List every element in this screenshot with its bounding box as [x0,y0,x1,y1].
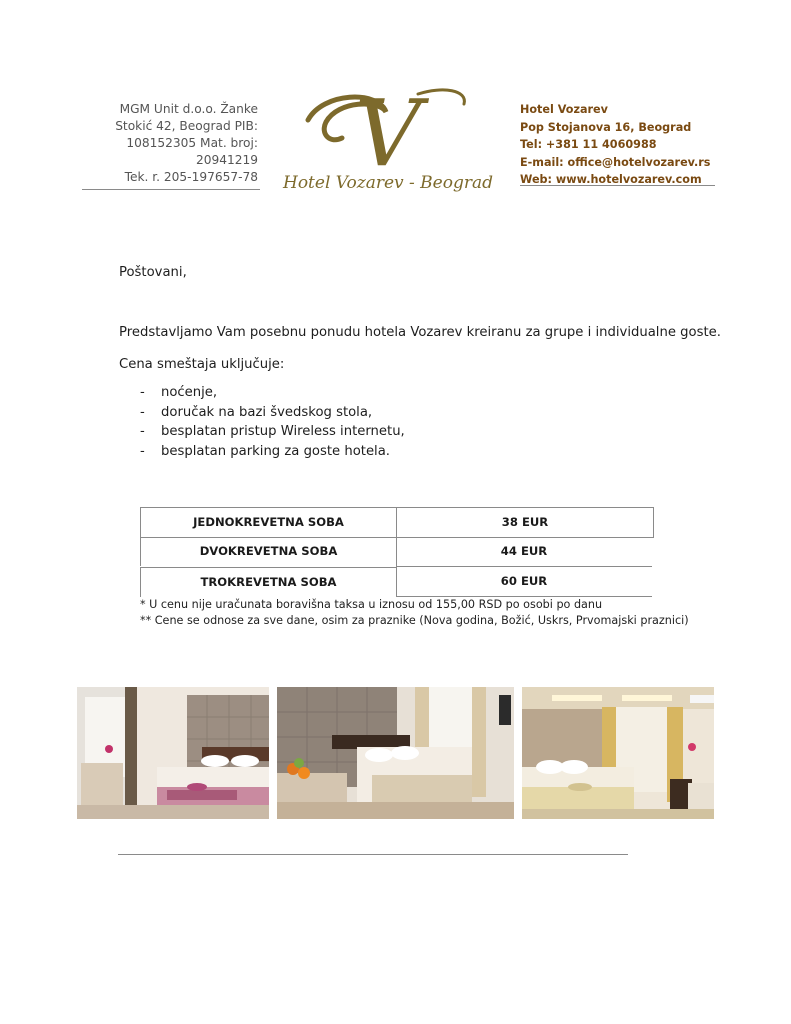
bullet-marker: - [140,443,145,459]
list-item [140,383,405,403]
room-photo-2 [277,687,514,819]
company-info [100,101,258,186]
greeting: Poštovani, [119,265,187,280]
bullet-marker: - [140,424,145,439]
intro-paragraph: Predstavljamo Vam posebnu ponudu hotela Vozarev kreiranu za grupe i individualne goste. [119,325,721,340]
contact-tel: Tel: +381 11 4060988 [520,138,657,151]
list-item-text: besplatan pristup Wireless internetu, [161,424,405,439]
room-type: DVOKREVETNA SOBA [140,537,397,566]
room-price: 38 EUR [501,515,549,529]
room-price: 44 EUR [396,537,652,567]
price-row [140,537,652,566]
list-item-text: doručak na bazi švedskog stola, [161,404,373,420]
header-divider-left [82,189,260,190]
footer-divider [118,854,628,855]
footnote-holidays: ** Cene se odnose za sve dane, osim za praznike (Nova godina, Božić, Uskrs, Prvomajski praznici) [140,614,689,627]
bullet-marker: - [140,385,145,400]
price-row [140,507,654,538]
contact-name: Hotel Vozarev [520,103,608,116]
hotel-logo [268,82,508,202]
price-row [140,567,652,596]
includes-heading: Cena smeštaja uključuje: [119,357,285,372]
company-line: 108152305 Mat. broj: [126,136,258,150]
bullet-marker: - [140,404,145,420]
list-item-text: noćenje, [161,385,218,400]
list-item [140,422,405,442]
room-price: 60 EUR [396,567,652,597]
room-photo-1 [77,687,269,819]
logo-monogram: V [354,82,422,187]
logo-text: Hotel Vozarev - Beograd [283,173,493,193]
list-item [140,442,405,462]
company-line: 20941219 [195,153,258,167]
hotel-contact [520,101,710,189]
contact-address: Pop Stojanova 16, Beograd [520,120,692,134]
room-type: JEDNOKREVETNA SOBA [141,508,397,537]
company-line: MGM Unit d.o.o. Žanke [119,102,258,116]
contact-email[interactable]: E-mail: office@hotelvozarev.rs [520,155,711,169]
list-item [140,403,405,423]
footnote-tax: * U cenu nije uračunata boravišna taksa u iznosu od 155,00 RSD po osobi po danu [140,598,603,611]
header-divider-right [520,185,715,186]
room-photo-3 [522,687,714,819]
list-item-text: besplatan parking za goste hotela. [161,443,390,459]
room-type: TROKREVETNA SOBA [140,567,397,597]
company-line: Stokić 42, Beograd PIB: [115,119,258,133]
company-line: Tek. r. 205-197657-78 [124,170,258,184]
contact-web[interactable]: Web: www.hotelvozarev.com [520,173,702,186]
includes-list [140,383,405,461]
